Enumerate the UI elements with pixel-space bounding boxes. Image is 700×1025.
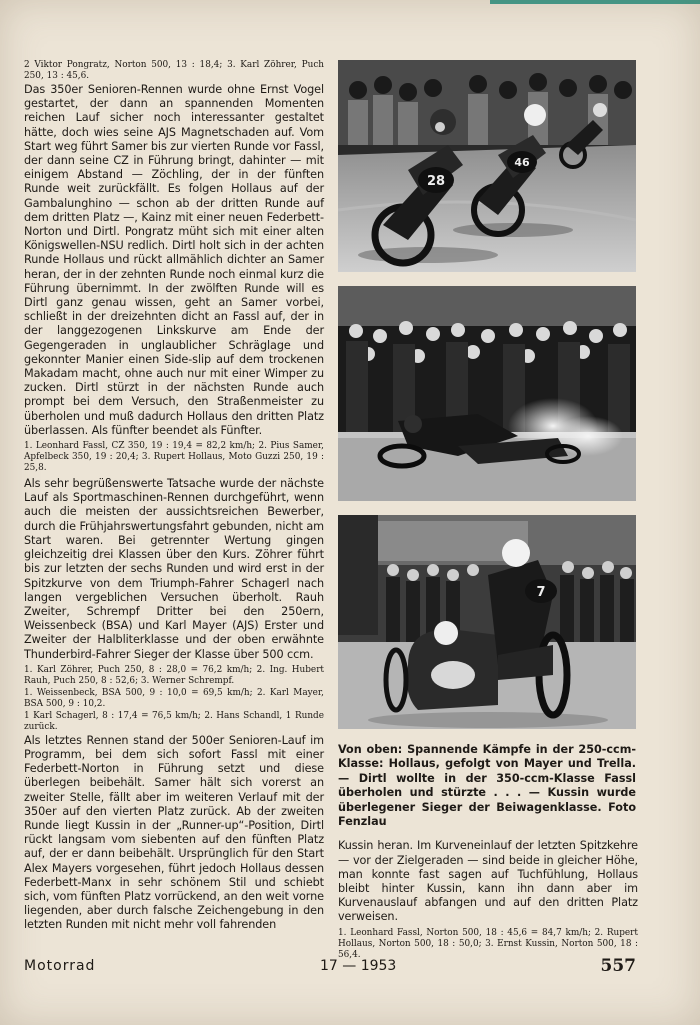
photo-sidecar [338, 515, 636, 729]
result-line: 1. Karl Zöhrer, Puch 250, 8 : 28,0 = 76,2 km/h; 2. Ing. Hubert Rauh, Puch 250, 8 : 52,6; 3. Werner Schrempf. [24, 664, 324, 686]
race-number: 46 [514, 156, 530, 169]
result-line: 1. Leonhard Fassl, Norton 500, 18 : 45,6 = 84,7 km/h; 2. Rupert Hollaus, Norton 500, 18 : 50,0; 3. Ernst Kussin, Norton 500, 18 : 56,4. [338, 927, 638, 960]
race-number: 28 [426, 174, 446, 189]
left-column [24, 60, 324, 933]
result-line: 1. Weissenbeck, BSA 500, 9 : 10,0 = 69,5 km/h; 2. Karl Mayer, BSA 500, 9 : 10,2. [24, 687, 324, 709]
page-footer [24, 958, 636, 980]
article-paragraph: Als sehr begrüßenswerte Tatsache wurde der nächste Lauf als Sportmaschinen-Rennen durchgeführt, wenn auch die meisten der aussichtsreichen Bewerber, durch die Frühjahrswertungsfahrt gebunden, nicht am Start waren. Bei getrennter Wertung gingen gleichzeitig drei Klassen über den Kurs. Zöhrer führt bis zur letzten der sechs Runden und wird erst in der Spitzkurve von dem Triumph-Fahrer Schagerl nach langen vergeblichen Versuchen überholt. Rauh Zweiter, Schrempf Dritter bei den 250ern, Weissenbeck (BSA) und Karl Mayer (AJS) Erster und Zweiter der Halbliterklasse und der oben erwähnte Thunderbird-Fahrer Sieger der Klasse über 500 ccm. [24, 477, 324, 661]
right-column [338, 60, 638, 962]
article-paragraph: Als letztes Rennen stand der 500er Senioren-Lauf im Programm, bei dem sich sofort Fassl mit einer Federbett-Norton in Führung setzt und diese überlegen beibehält. Samer hält sich vorerst an zweiter Stelle, fällt aber im weiteren Verlauf mit der 350er auf den vierten Platz zurück. Ab der zweiten Runde liegt Kussin in der „Runner-up“-Position, Dirtl rückt langsam vom siebenten auf den fünften Platz auf, der er dann beibehält. Ursprünglich für den Start Alex Mayers vorgesehen, führt jedoch Hollaus dessen Federbett-Manx in sehr schönem Stil und schiebt sich, vom fünften Platz vorrückend, an den weit vorne liegenden, aber durch falsche Zeichengebung in den letzten Runden mit nicht mehr voll fahrenden [24, 733, 324, 932]
result-line: 2 Viktor Pongratz, Norton 500, 13 : 18,4; 3. Karl Zöhrer, Puch 250, 13 : 45,6. [24, 60, 324, 81]
page-number: 557 [600, 956, 636, 976]
photo-caption: Von oben: Spannende Kämpfe in der 250-ccm-Klasse: Hollaus, gefolgt von Mayer und Trella. — Dirtl wollte in der 350-ccm-Klasse Fassl überholen und stürzte . . . — Kussin wurde überlegener Sieger der Beiwagenklasse. Foto Fenzlau [338, 743, 636, 829]
photo-race-250 [338, 60, 636, 272]
top-color-strip [490, 0, 700, 4]
article-paragraph: Kussin heran. Im Kurveneinlauf der letzten Spitzkehre — vor der Zielgeraden — sind beide in gleicher Höhe, man konnte fast sagen auf Tuchfühlung, Hollaus bleibt hinter Kussin, kann ihn dann aber im Kurvenauslauf abfangen und auf den dritten Platz verweisen. [338, 839, 638, 924]
result-line: 1 Karl Schagerl, 8 : 17,4 = 76,5 km/h; 2. Hans Schandl, 1 Runde zurück. [24, 710, 324, 732]
race-number: 7 [536, 585, 546, 600]
result-line: 1. Leonhard Fassl, CZ 350, 19 : 19,4 = 82,2 km/h; 2. Pius Samer, Apfelbeck 350, 19 : 20,4; 3. Rupert Hollaus, Moto Guzzi 250, 19 : 25,8. [24, 441, 324, 474]
issue-number: 17 — 1953 [320, 958, 397, 974]
photo-crash-350 [338, 286, 636, 501]
magazine-name: Motorrad [24, 958, 96, 974]
article-paragraph: Das 350er Senioren-Rennen wurde ohne Ernst Vogel gestartet, der dann an spannenden Momenten reichen Lauf sicher noch interessanter gestaltet hätte, doch wies seine AJS Magnetschaden auf. Vom Start weg führt Samer bis zur vierten Runde vor Fassl, der dann seine CZ in Führung bringt, dahinter — mit einigem Abstand — Zöchling, der in der fünften Runde weit zurückfällt. Es folgen Hollaus auf der Gambalunghino — schon ab der dritten Runde auf dem dritten Platz —, Kainz mit einer neuen Federbett-Norton und Dirtl. Pongratz müht sich mit einer alten Königswellen-NSU redlich. Dirtl holt sich in der achten Runde Hollaus und rückt allmählich dichter an Samer heran, der in der zehnten Runde noch einmal kurz die Führung übernimmt. In der zwölften Runde will es Dirtl ganz genau wissen, geht an Samer vorbei, schließt in der dreizehnten dicht an Fassl auf, der in der langgezogenen Linkskurve am Ende der Gegengeraden in unglaublicher Schräglage und gekonnter Manier einen Side-slip auf dem trockenen Makadam macht, ohne auch nur mit einer Wimper zu zucken. Dirtl stürzt in der nächsten Runde auch prompt bei dem Versuch, den Straßenmeister zu überholen und muß dadurch Hollaus den dritten Platz überlassen. Als fünfter beendet als Fünfter. [24, 83, 324, 437]
